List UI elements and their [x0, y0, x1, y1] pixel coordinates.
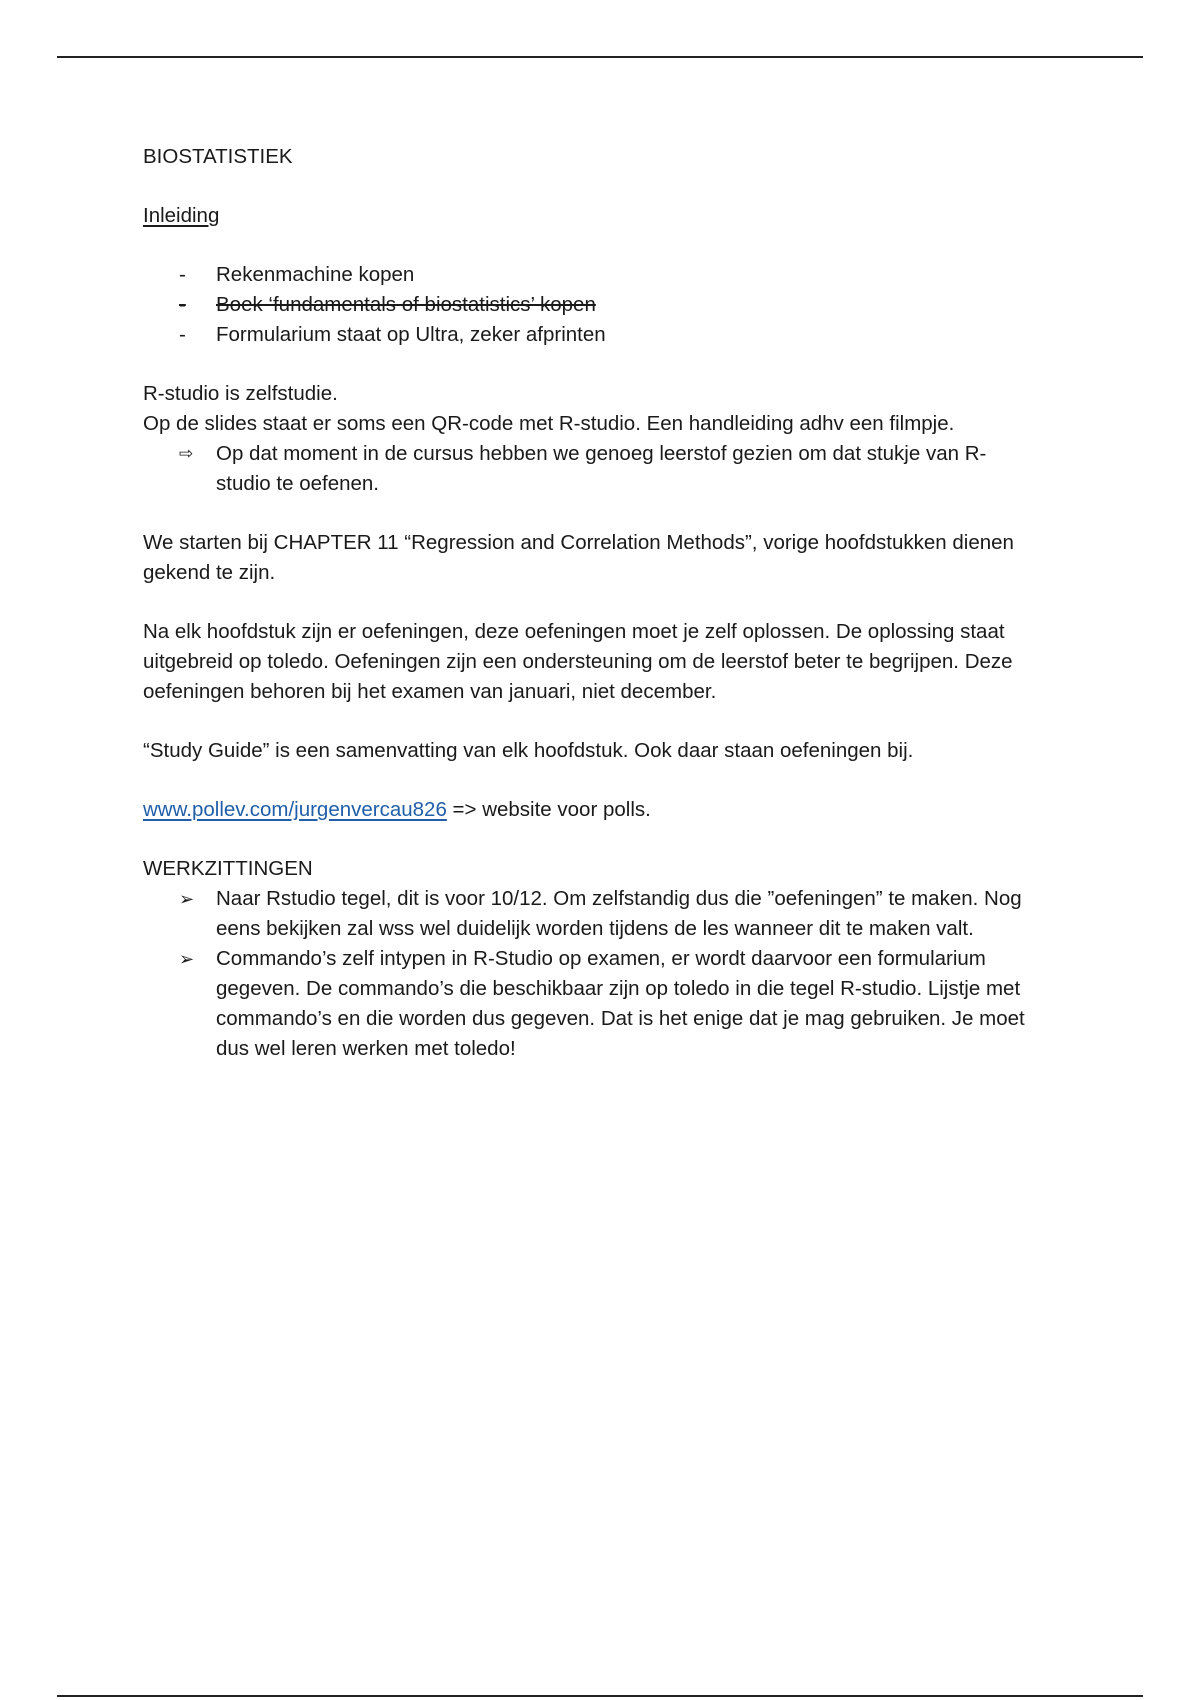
intro-heading: Inleiding — [143, 204, 220, 227]
page-bottom-rule — [57, 1695, 1143, 1697]
chapter-paragraph: We starten bij CHAPTER 11 “Regression and Correlation Methods”, vorige hoofdstukken dienen gekend te zijn. — [143, 531, 1014, 584]
dash-bullet: - — [179, 323, 186, 346]
arrow-right-icon: ⇨ — [179, 444, 194, 463]
rstudio-line-2: Op de slides staat er soms een QR-code met R-studio. Een handleiding adhv een filmpje. — [143, 412, 955, 435]
werkzittingen-item-text: Naar Rstudio tegel, dit is voor 10/12. Om zelfstandig dus die ”oefeningen” te maken. Nog eens bekijken zal wss wel duidelijk worden tijdens de les wanneer dit te maken valt. — [216, 887, 1022, 940]
dash-bullet: - — [179, 293, 186, 316]
dash-bullet: - — [179, 263, 186, 286]
werkzittingen-item — [143, 944, 1063, 1064]
exercises-paragraph: Na elk hoofdstuk zijn er oefeningen, deze oefeningen moet je zelf oplossen. De oplossing staat uitgebreid op toledo. Oefeningen zijn een ondersteuning om de leerstof beter te begrijpen. Deze oefeningen behoren bij het examen van januari, niet december. — [143, 620, 1013, 703]
document-body — [143, 142, 1063, 1064]
poll-line — [143, 795, 1063, 825]
arrowhead-bullet-icon: ➢ — [179, 889, 195, 909]
werkzittingen-item — [143, 884, 1063, 944]
rstudio-line-1: R-studio is zelfstudie. — [143, 382, 338, 405]
todo-list — [143, 260, 1063, 350]
page-top-rule — [57, 56, 1143, 58]
werkzittingen-item-text: Commando’s zelf intypen in R-Studio op examen, er wordt daarvoor een formularium gegeven. De commando’s die beschikbaar zijn op toledo in die tegel R-studio. Lijstje met commando’s en die worden dus gegeven. Dat is het enige dat je mag gebruiken. Je moet dus wel leren werken met toledo! — [216, 947, 1025, 1060]
todo-item — [143, 260, 1063, 290]
poll-suffix: => website voor polls. — [446, 798, 651, 821]
todo-item-text: Rekenmachine kopen — [216, 263, 415, 286]
rstudio-arrow-list — [143, 439, 1063, 499]
todo-item-text: Formularium staat op Ultra, zeker afprinten — [216, 323, 606, 346]
poll-link[interactable]: www.pollev.com/jurgenvercau826 — [143, 798, 447, 821]
arrow-list-item-text: Op dat moment in de cursus hebben we genoeg leerstof gezien om dat stukje van R-studio te oefenen. — [216, 442, 987, 495]
todo-item-struck — [143, 290, 1063, 320]
todo-item — [143, 320, 1063, 350]
werkzittingen-heading: WERKZITTINGEN — [143, 857, 313, 880]
werkzittingen-list — [143, 884, 1063, 1064]
todo-item-text: Boek ‘fundamentals of biostatistics’ kopen — [216, 293, 596, 316]
document-title: BIOSTATISTIEK — [143, 145, 293, 168]
study-guide-paragraph: “Study Guide” is een samenvatting van elk hoofdstuk. Ook daar staan oefeningen bij. — [143, 739, 914, 762]
arrow-list-item — [143, 439, 1063, 499]
arrowhead-bullet-icon: ➢ — [179, 949, 195, 969]
